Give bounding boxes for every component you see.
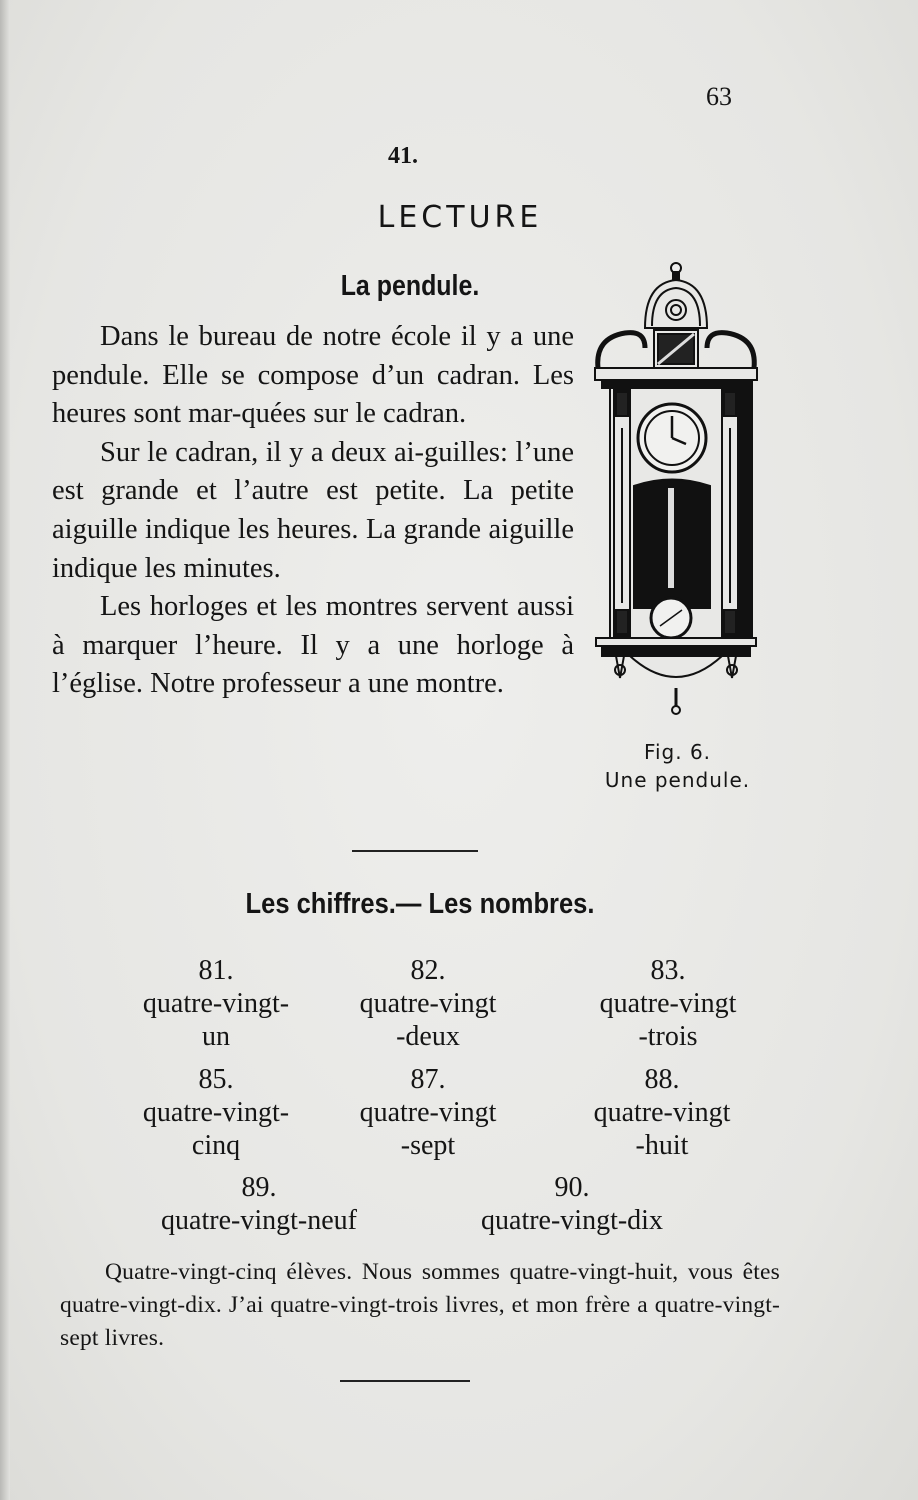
number-word: quatre-vingt-	[142, 988, 290, 1019]
number-item	[446, 1171, 698, 1237]
exercise-text	[60, 1256, 780, 1355]
number-word: quatre-vingt	[599, 988, 737, 1019]
section-divider	[352, 850, 478, 852]
number-item	[330, 954, 526, 1053]
figure-caption	[590, 738, 765, 794]
figure-number: Fig. 6.	[643, 740, 712, 764]
number-digit: 88.	[644, 1064, 680, 1095]
number-item	[568, 954, 768, 1053]
reading-paragraph-2: Sur le cadran, il y a deux ai-guilles: l’une est grande et l’autre est petite. La petite aiguille indique les heures. La grande aiguille indique les minutes.	[52, 436, 574, 584]
number-digit: 87.	[410, 1064, 446, 1095]
number-item	[128, 1171, 390, 1237]
page-number: 63	[706, 82, 732, 111]
number-digit: 89.	[241, 1172, 277, 1203]
reading-text	[52, 318, 574, 704]
reading-title: La pendule.	[340, 270, 480, 302]
lesson-number: 41.	[388, 143, 418, 169]
number-digit: 83.	[650, 955, 686, 986]
page-spine-shadow	[0, 0, 10, 1500]
wall-clock-illustration	[590, 258, 765, 718]
number-word-cont: -trois	[638, 1021, 698, 1052]
number-item	[118, 1063, 314, 1162]
number-word-cont: un	[202, 1021, 230, 1052]
number-digit: 90.	[554, 1172, 590, 1203]
number-word: quatre-vingt-dix	[481, 1205, 663, 1236]
number-item	[330, 1063, 526, 1162]
number-word-cont: cinq	[191, 1130, 241, 1161]
number-word: quatre-vingt	[593, 1097, 731, 1128]
number-word-cont: -deux	[396, 1021, 460, 1052]
number-word-cont: -sept	[400, 1130, 456, 1161]
number-word: quatre-vingt	[359, 988, 497, 1019]
reading-paragraph-1: Dans le bureau de notre école il y a une pendule. Elle se compose d’un cadran. Les heures sont mar-quées sur le cadran.	[52, 321, 574, 430]
number-item	[118, 954, 314, 1053]
numbers-title: Les chiffres.— Les nombres.	[245, 888, 595, 920]
number-word: quatre-vingt	[359, 1097, 497, 1128]
reading-paragraph-3: Les horloges et les montres servent aussi à marquer l’heure. Il y a une horloge à l’église. Notre professeur a une montre.	[52, 591, 574, 700]
number-word-cont: -huit	[635, 1130, 689, 1161]
bottom-divider	[340, 1380, 470, 1382]
exercise-paragraph: Quatre-vingt-cinq élèves. Nous sommes quatre-vingt-huit, vous êtes quatre-vingt-dix. J’ai quatre-vingt-trois livres, et mon frère a quatre-vingt-sept livres.	[60, 1259, 780, 1351]
number-digit: 82.	[410, 955, 446, 986]
number-item	[562, 1063, 762, 1162]
number-word: quatre-vingt-neuf	[161, 1205, 357, 1236]
number-digit: 85.	[198, 1064, 234, 1095]
number-digit: 81.	[198, 955, 234, 986]
section-title: LECTURE	[377, 200, 543, 235]
number-word: quatre-vingt-	[142, 1097, 290, 1128]
figure-caption-text: Une pendule.	[604, 768, 751, 792]
